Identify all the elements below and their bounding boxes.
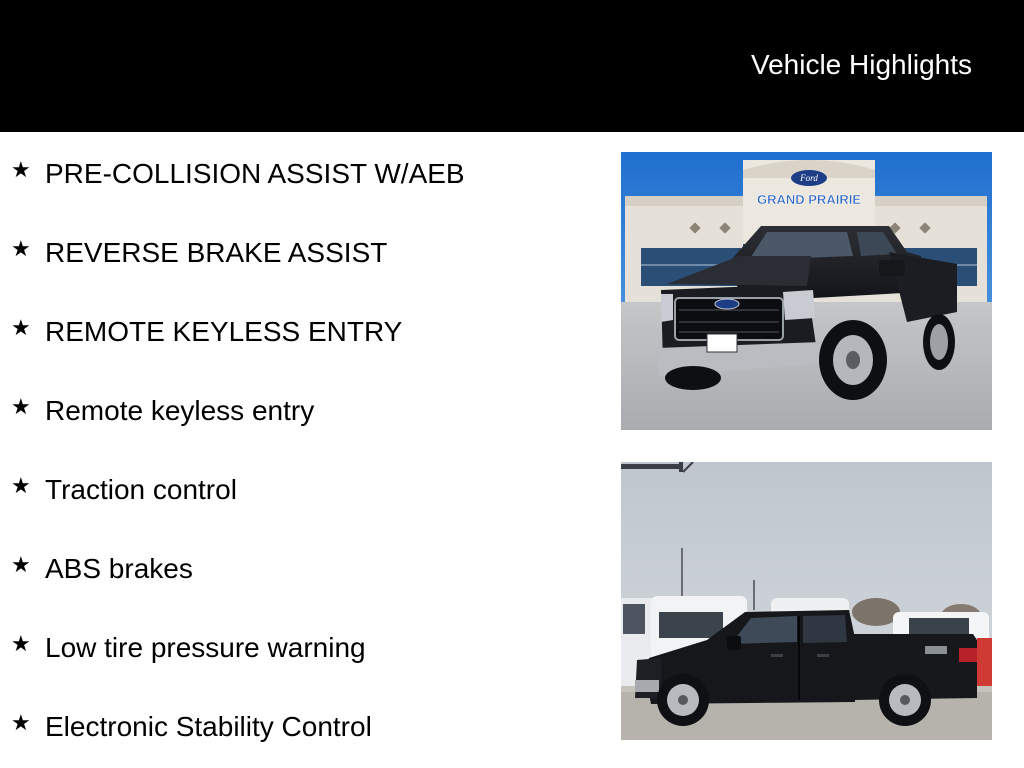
feature-item: [0, 626, 600, 666]
feature-label: Low tire pressure warning: [45, 632, 366, 663]
star-icon: ★: [11, 158, 31, 183]
star-icon: ★: [11, 474, 31, 499]
truck-front-photo: [621, 152, 992, 430]
feature-item: [0, 231, 600, 271]
feature-item: [0, 547, 600, 587]
feature-label: Electronic Stability Control: [45, 711, 372, 742]
feature-item: [0, 310, 600, 350]
feature-label: Traction control: [45, 474, 237, 505]
feature-label: ABS brakes: [45, 553, 193, 584]
star-icon: ★: [11, 395, 31, 420]
brand-badge: Ford: [800, 173, 818, 183]
star-icon: ★: [11, 553, 31, 578]
star-icon: ★: [11, 316, 31, 341]
page-title: Vehicle Highlights: [750, 49, 972, 80]
dealer-sign: GRAND PRAIRIE: [756, 192, 862, 207]
feature-label: PRE-COLLISION ASSIST W/AEB: [45, 158, 465, 189]
feature-item: [0, 468, 600, 508]
feature-item: [0, 152, 600, 192]
star-icon: ★: [11, 632, 31, 657]
star-icon: ★: [11, 237, 31, 262]
feature-item: [0, 705, 600, 745]
feature-item: [0, 389, 600, 429]
truck-side-photo: [621, 462, 992, 740]
feature-label: REVERSE BRAKE ASSIST: [45, 237, 388, 268]
header-bar: [0, 0, 1024, 132]
feature-label: Remote keyless entry: [45, 395, 315, 426]
feature-label: REMOTE KEYLESS ENTRY: [45, 316, 403, 347]
star-icon: ★: [11, 711, 31, 736]
